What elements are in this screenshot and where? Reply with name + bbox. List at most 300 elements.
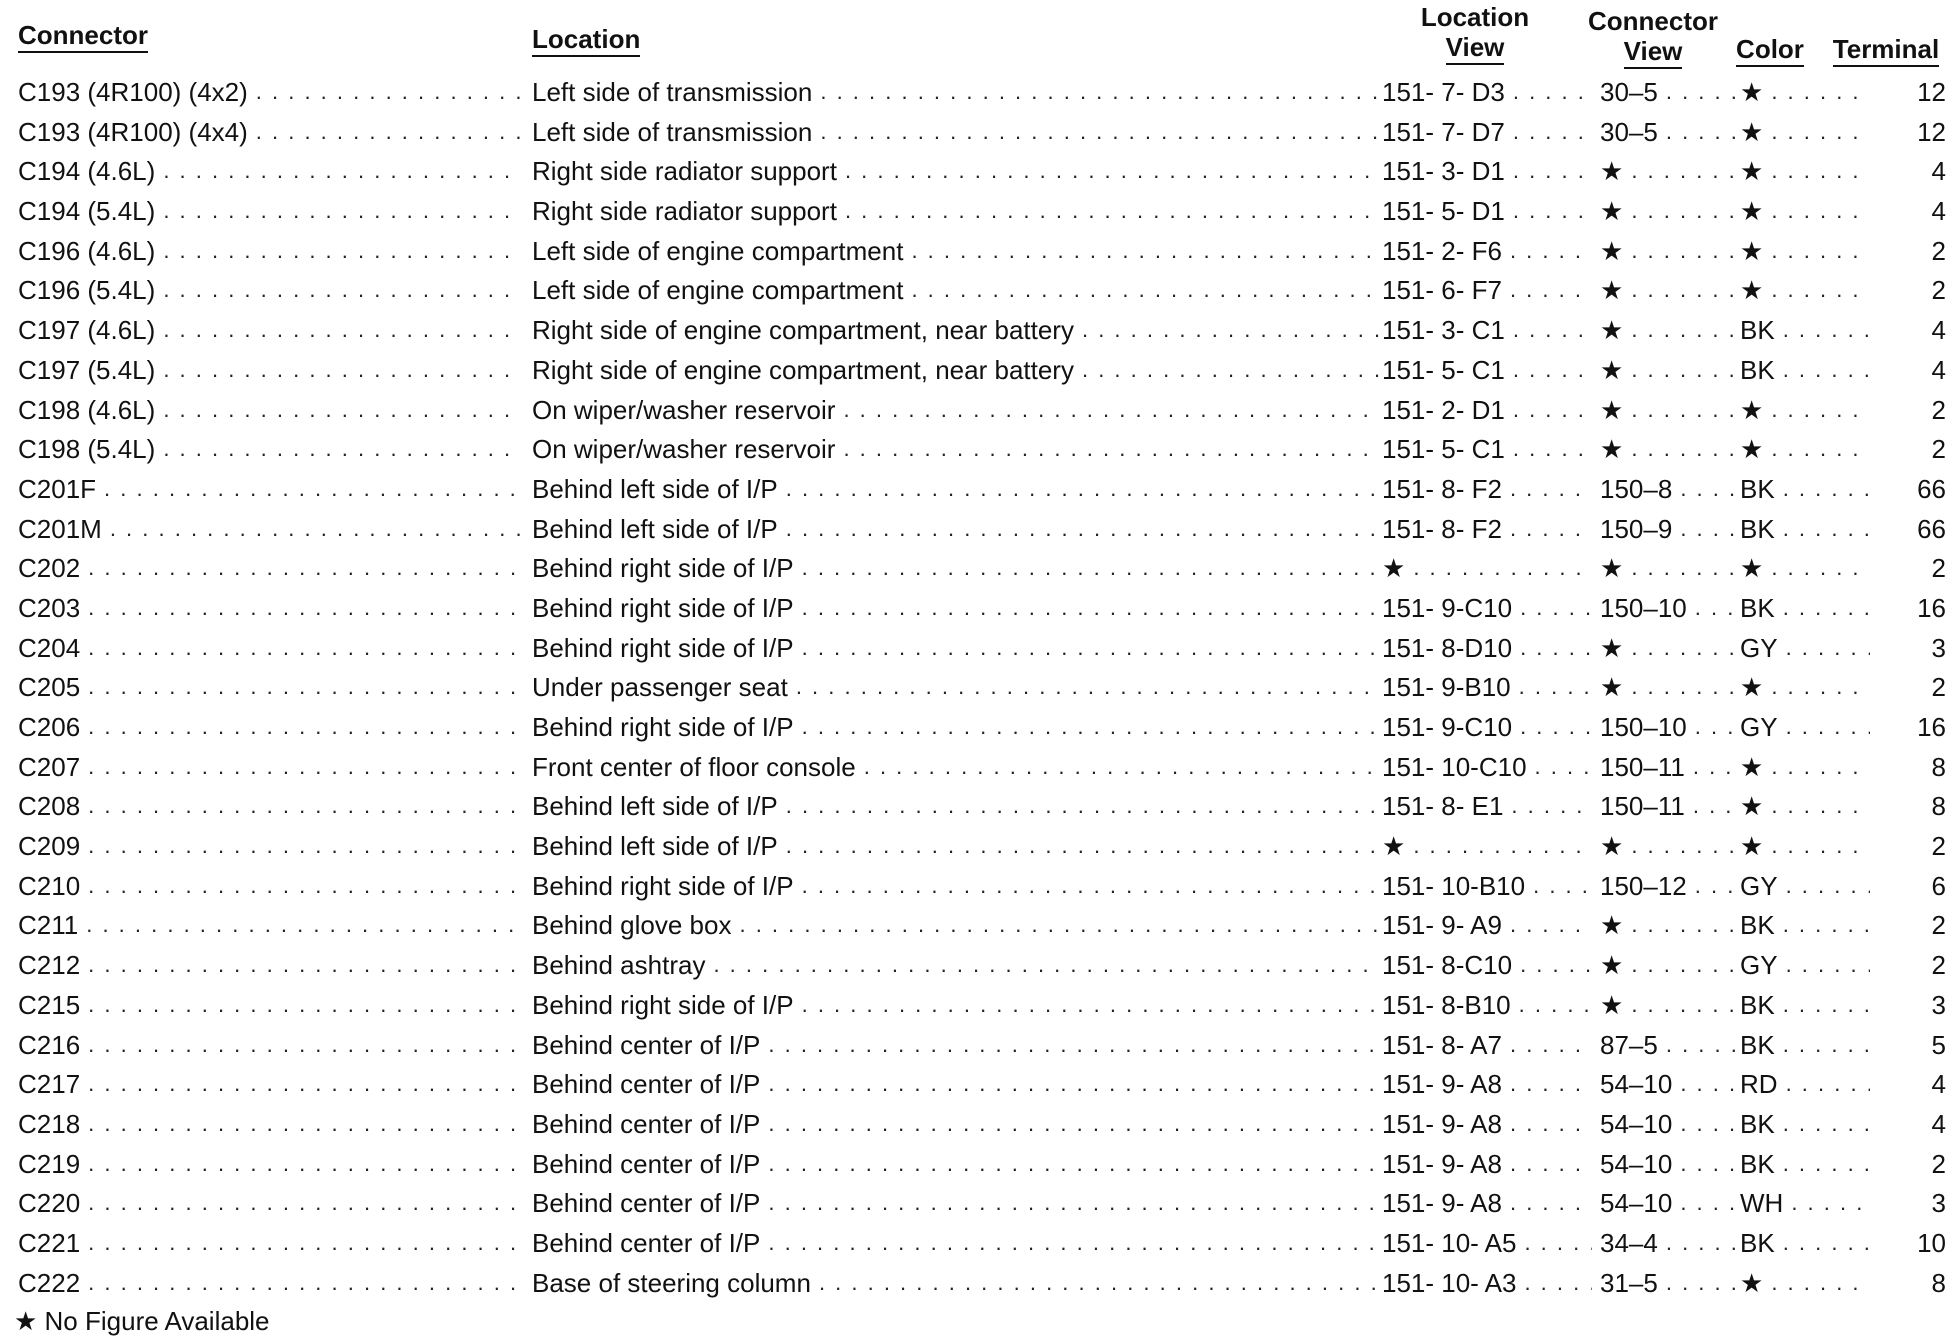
location-text: Left side of transmission <box>532 116 813 147</box>
location-view-cell <box>1382 156 1592 186</box>
location-text-cell <box>532 633 1380 663</box>
location-view: 151- 9- A9 <box>1382 910 1502 941</box>
wire-color-cell <box>1740 831 1870 861</box>
dot-leader <box>731 910 1380 940</box>
wire-color: BK <box>1740 1029 1775 1060</box>
dot-leader <box>1658 1030 1740 1060</box>
terminal-count: 4 <box>1931 156 1946 187</box>
table-row <box>0 395 1950 435</box>
connector-id: C196 (4.6L) <box>18 235 156 266</box>
table-row <box>0 553 1950 593</box>
dot-leader <box>1516 1228 1592 1258</box>
location-text-cell <box>532 196 1380 226</box>
terminal-count: 2 <box>1931 831 1946 862</box>
dot-leader <box>155 196 520 226</box>
connector-id-cell <box>18 950 520 980</box>
wire-color: ★ <box>1740 1267 1764 1298</box>
location-view: 151- 10-C10 <box>1382 751 1527 782</box>
connector-view: ★ <box>1600 196 1624 227</box>
location-view-cell <box>1382 315 1592 345</box>
connector-id: C211 <box>18 910 79 941</box>
dot-leader <box>248 117 520 147</box>
location-text-cell <box>532 950 1380 980</box>
wire-color: BK <box>1740 513 1775 544</box>
location-view: ★ <box>1382 553 1406 584</box>
location-text: Left side of engine compartment <box>532 275 904 306</box>
dot-leader <box>1763 672 1870 702</box>
terminal-count: 8 <box>1931 1267 1946 1298</box>
dot-leader <box>1623 275 1740 305</box>
location-view-cell <box>1382 791 1592 821</box>
dot-leader <box>1505 196 1592 226</box>
wire-color: BK <box>1740 1148 1775 1179</box>
dot-leader <box>1763 77 1870 107</box>
terminal-count: 2 <box>1931 235 1946 266</box>
wire-color: BK <box>1740 592 1775 623</box>
location-text: Behind right side of I/P <box>532 553 794 584</box>
wire-color-cell <box>1740 196 1870 226</box>
wire-color-cell <box>1740 1188 1870 1218</box>
dot-leader <box>1775 1030 1870 1060</box>
table-row <box>0 474 1950 514</box>
dot-leader <box>80 1109 520 1139</box>
table-row <box>0 434 1950 474</box>
connector-id: C194 (5.4L) <box>18 196 156 227</box>
connector-view: 150–10 <box>1600 712 1687 742</box>
dot-leader <box>155 315 520 345</box>
connector-view-cell <box>1600 1069 1740 1099</box>
connector-view-cell <box>1600 1228 1740 1258</box>
connector-view: 54–10 <box>1600 1108 1673 1139</box>
location-view: 151- 10-B10 <box>1382 870 1526 901</box>
dot-leader <box>1623 236 1740 266</box>
dot-leader <box>1623 355 1740 385</box>
wire-color-cell <box>1740 514 1870 544</box>
location-text: Behind right side of I/P <box>532 870 794 901</box>
connector-id-cell <box>18 196 520 226</box>
dot-leader <box>1505 355 1592 385</box>
dot-leader <box>1775 514 1870 544</box>
dot-leader <box>1502 236 1592 266</box>
connector-view: ★ <box>1600 354 1624 385</box>
location-text: Behind left side of I/P <box>532 791 778 822</box>
terminal-count: 6 <box>1931 870 1946 901</box>
location-text-cell <box>532 1228 1380 1258</box>
dot-leader <box>1672 1069 1740 1099</box>
dot-leader <box>1505 434 1592 464</box>
table-row <box>0 752 1950 792</box>
wire-color-cell <box>1740 910 1870 940</box>
connector-id: C216 <box>18 1029 81 1060</box>
connector-id: C218 <box>18 1108 81 1139</box>
dot-leader <box>80 1149 520 1179</box>
location-view-cell <box>1382 950 1592 980</box>
location-text: Behind center of I/P <box>532 1188 761 1219</box>
header-connector-view <box>1578 6 1728 69</box>
wire-color: BK <box>1740 354 1775 385</box>
dot-leader <box>155 355 520 385</box>
header-color-label: Color <box>1736 34 1804 67</box>
connector-view-cell <box>1600 752 1740 782</box>
terminal-count-cell <box>1866 514 1946 544</box>
location-view: 151- 5- C1 <box>1382 354 1505 385</box>
terminal-count-cell <box>1866 474 1946 504</box>
location-view: 151- 9- A8 <box>1382 1108 1502 1139</box>
terminal-count-cell <box>1866 1030 1946 1060</box>
connector-view: 54–10 <box>1600 1188 1673 1219</box>
wire-color-cell <box>1740 712 1870 742</box>
terminal-count-cell <box>1866 950 1946 980</box>
wire-color-cell <box>1740 117 1870 147</box>
connector-view: ★ <box>1600 632 1624 663</box>
connector-id-cell <box>18 1228 520 1258</box>
terminal-count-cell <box>1866 275 1946 305</box>
terminal-count-cell <box>1866 871 1946 901</box>
dot-leader <box>1672 474 1740 504</box>
dot-leader <box>778 474 1380 504</box>
location-text: Right side radiator support <box>532 196 837 227</box>
wire-color: BK <box>1740 1227 1775 1258</box>
dot-leader <box>1503 791 1592 821</box>
table-row <box>0 1188 1950 1228</box>
wire-color-cell <box>1740 1030 1870 1060</box>
connector-id-cell <box>18 712 520 742</box>
location-view: 151- 9-C10 <box>1382 592 1513 623</box>
wire-color: ★ <box>1740 394 1764 425</box>
location-text: Right side of engine compartment, near battery <box>532 354 1074 385</box>
dot-leader <box>1763 752 1870 782</box>
terminal-count-cell <box>1866 831 1946 861</box>
location-text: Behind center of I/P <box>532 1148 761 1179</box>
wire-color-cell <box>1740 1268 1870 1298</box>
terminal-count-cell <box>1866 553 1946 583</box>
dot-leader <box>155 236 520 266</box>
dot-leader <box>1775 1228 1870 1258</box>
dot-leader <box>760 1228 1380 1258</box>
connector-view: 30–5 <box>1600 116 1658 147</box>
dot-leader <box>1775 355 1870 385</box>
table-row <box>0 355 1950 395</box>
connector-id: C222 <box>18 1267 81 1298</box>
dot-leader <box>705 950 1380 980</box>
terminal-count-cell <box>1866 156 1946 186</box>
location-view-cell <box>1382 117 1592 147</box>
location-view-cell <box>1382 752 1592 782</box>
connector-view: ★ <box>1600 156 1624 187</box>
connector-id-cell <box>18 395 520 425</box>
terminal-count: 3 <box>1931 989 1946 1020</box>
connector-id: C210 <box>18 870 81 901</box>
connector-view-cell <box>1600 1188 1740 1218</box>
connector-view-cell <box>1600 672 1740 702</box>
dot-leader <box>1775 315 1870 345</box>
dot-leader <box>1775 474 1870 504</box>
location-view: 151- 3- D1 <box>1382 156 1505 187</box>
dot-leader <box>1658 1228 1740 1258</box>
terminal-count: 5 <box>1931 1029 1946 1060</box>
location-view: 151- 9-C10 <box>1382 712 1513 742</box>
wire-color: GY <box>1740 632 1778 663</box>
connector-id: C193 (4R100) (4x2) <box>18 77 248 107</box>
table-row <box>0 236 1950 276</box>
connector-view-cell <box>1600 1268 1740 1298</box>
wire-color-cell <box>1740 77 1870 107</box>
wire-color: RD <box>1740 1069 1778 1100</box>
dot-leader <box>778 831 1380 861</box>
dot-leader <box>1511 990 1592 1020</box>
location-view: 151- 8- F2 <box>1382 473 1502 504</box>
header-connector-label: Connector <box>18 20 148 53</box>
connector-view-cell <box>1600 791 1740 821</box>
table-row <box>0 77 1950 117</box>
terminal-count-cell <box>1866 236 1946 266</box>
dot-leader <box>1502 1109 1592 1139</box>
connector-id: C215 <box>18 989 81 1020</box>
connector-view-cell <box>1600 593 1740 623</box>
location-view-cell <box>1382 196 1592 226</box>
connector-view-cell <box>1600 1149 1740 1179</box>
wire-color-cell <box>1740 1149 1870 1179</box>
dot-leader <box>1778 871 1870 901</box>
connector-id-cell <box>18 871 520 901</box>
connector-id: C219 <box>18 1148 81 1179</box>
dot-leader <box>1623 434 1740 464</box>
wire-color: ★ <box>1740 156 1764 187</box>
terminal-count: 4 <box>1931 315 1946 346</box>
location-text-cell <box>532 712 1380 742</box>
table-row <box>0 1109 1950 1149</box>
wire-color-cell <box>1740 1109 1870 1139</box>
connector-id-cell <box>18 831 520 861</box>
location-text-cell <box>532 871 1380 901</box>
location-view-cell <box>1382 1149 1592 1179</box>
location-view: 151- 8- E1 <box>1382 791 1504 822</box>
dot-leader <box>760 1188 1380 1218</box>
location-view-cell <box>1382 1030 1592 1060</box>
table-row <box>0 910 1950 950</box>
dot-leader <box>1505 156 1592 186</box>
dot-leader <box>1775 1109 1870 1139</box>
wire-color-cell <box>1740 950 1870 980</box>
dot-leader <box>80 1228 520 1258</box>
wire-color: ★ <box>1740 196 1764 227</box>
connector-id-cell <box>18 275 520 305</box>
terminal-count-cell <box>1866 672 1946 702</box>
terminal-count: 2 <box>1931 394 1946 425</box>
dot-leader <box>80 593 520 623</box>
dot-leader <box>1516 1268 1592 1298</box>
header-location-label: Location <box>532 24 640 57</box>
dot-leader <box>1512 712 1592 742</box>
terminal-count-cell <box>1866 355 1946 385</box>
dot-leader <box>1525 871 1592 901</box>
wire-color-cell <box>1740 395 1870 425</box>
dot-leader <box>1623 633 1740 663</box>
wire-color-cell <box>1740 1069 1870 1099</box>
dot-leader <box>1672 1188 1740 1218</box>
terminal-count: 8 <box>1931 751 1946 782</box>
location-text-cell <box>532 1030 1380 1060</box>
dot-leader <box>80 633 520 663</box>
dot-leader <box>155 395 520 425</box>
location-text-cell <box>532 593 1380 623</box>
dot-leader <box>778 791 1380 821</box>
location-text: On wiper/washer reservoir <box>532 394 836 425</box>
table-row <box>0 1030 1950 1070</box>
location-text-cell <box>532 752 1380 782</box>
dot-leader <box>102 514 520 544</box>
location-text-cell <box>532 514 1380 544</box>
dot-leader <box>1502 275 1592 305</box>
wire-color: BK <box>1740 989 1775 1020</box>
wire-color: GY <box>1740 712 1778 742</box>
dot-leader <box>80 1188 520 1218</box>
table-row <box>0 593 1950 633</box>
connector-id-cell <box>18 791 520 821</box>
dot-leader <box>903 236 1380 266</box>
connector-id: C197 (4.6L) <box>18 315 156 346</box>
location-text: Right side radiator support <box>532 156 837 187</box>
connector-id: C194 (4.6L) <box>18 156 156 187</box>
location-view-cell <box>1382 672 1592 702</box>
dot-leader <box>812 117 1380 147</box>
table-row <box>0 950 1950 990</box>
location-text-cell <box>532 355 1380 385</box>
wire-color-cell <box>1740 355 1870 385</box>
connector-id-cell <box>18 434 520 464</box>
dot-leader <box>80 990 520 1020</box>
header-location <box>532 24 640 57</box>
location-view: 151- 2- D1 <box>1382 394 1505 425</box>
connector-id-cell <box>18 1109 520 1139</box>
dot-leader <box>1763 117 1870 147</box>
connector-view-cell <box>1600 395 1740 425</box>
dot-leader <box>1778 950 1870 980</box>
table-row <box>0 1149 1950 1189</box>
location-view: 151- 8- F2 <box>1382 513 1502 544</box>
location-text-cell <box>532 791 1380 821</box>
connector-id-cell <box>18 633 520 663</box>
wire-color-cell <box>1740 791 1870 821</box>
table-row <box>0 156 1950 196</box>
connector-view-cell <box>1600 633 1740 663</box>
connector-id-cell <box>18 1268 520 1298</box>
dot-leader <box>1763 1268 1870 1298</box>
connector-id-cell <box>18 474 520 504</box>
location-view: ★ <box>1382 831 1406 862</box>
connector-view: 54–10 <box>1600 1148 1673 1179</box>
table-row <box>0 712 1950 752</box>
connector-id: C197 (5.4L) <box>18 354 156 385</box>
connector-id: C201F <box>18 473 97 504</box>
location-view-cell <box>1382 633 1592 663</box>
dot-leader <box>1778 712 1870 742</box>
terminal-count-cell <box>1866 1228 1946 1258</box>
terminal-count: 66 <box>1917 473 1946 504</box>
location-text: Behind left side of I/P <box>532 473 778 504</box>
connector-id: C220 <box>18 1188 81 1219</box>
wire-color: ★ <box>1740 235 1764 266</box>
dot-leader <box>80 752 520 782</box>
dot-leader <box>837 156 1380 186</box>
wire-color-cell <box>1740 990 1870 1020</box>
location-text-cell <box>532 1268 1380 1298</box>
wire-color-cell <box>1740 553 1870 583</box>
connector-id-cell <box>18 156 520 186</box>
location-view: 151- 8-C10 <box>1382 950 1513 981</box>
header-location-view-line2: View <box>1446 32 1505 65</box>
location-view-cell <box>1382 77 1592 107</box>
wire-color: GY <box>1740 870 1778 901</box>
connector-view: ★ <box>1600 315 1624 346</box>
terminal-count: 16 <box>1917 712 1946 742</box>
terminal-count: 2 <box>1931 553 1946 584</box>
location-text-cell <box>532 910 1380 940</box>
connector-id: C221 <box>18 1227 81 1258</box>
footnote: ★ No Figure Available <box>14 1306 270 1336</box>
connector-view: 30–5 <box>1600 77 1658 107</box>
connector-view-cell <box>1600 910 1740 940</box>
connector-view: ★ <box>1600 275 1624 306</box>
location-text-cell <box>532 672 1380 702</box>
terminal-count: 12 <box>1917 116 1946 147</box>
connector-id-cell <box>18 593 520 623</box>
dot-leader <box>1502 514 1592 544</box>
dot-leader <box>1775 1149 1870 1179</box>
location-view-cell <box>1382 990 1592 1020</box>
header-location-view <box>1400 2 1550 65</box>
terminal-count-cell <box>1866 752 1946 782</box>
location-view: 151- 8- A7 <box>1382 1029 1502 1060</box>
terminal-count-cell <box>1866 434 1946 464</box>
dot-leader <box>248 77 520 107</box>
connector-view: ★ <box>1600 434 1624 465</box>
terminal-count: 12 <box>1917 77 1946 107</box>
dot-leader <box>1763 791 1870 821</box>
table-row <box>0 831 1950 871</box>
wire-color-cell <box>1740 1228 1870 1258</box>
connector-view: ★ <box>1600 235 1624 266</box>
location-text-cell <box>532 156 1380 186</box>
wire-color-cell <box>1740 275 1870 305</box>
dot-leader <box>1623 990 1740 1020</box>
location-text-cell <box>532 117 1380 147</box>
table-row <box>0 315 1950 355</box>
terminal-count-cell <box>1866 910 1946 940</box>
connector-view: 150–11 <box>1600 791 1685 822</box>
location-text: Behind right side of I/P <box>532 712 794 742</box>
connector-id-cell <box>18 315 520 345</box>
connector-id: C193 (4R100) (4x4) <box>18 116 248 147</box>
wire-color: ★ <box>1740 275 1764 306</box>
dot-leader <box>1687 712 1740 742</box>
dot-leader <box>1763 156 1870 186</box>
connector-id: C208 <box>18 791 81 822</box>
location-view-cell <box>1382 593 1592 623</box>
location-text-cell <box>532 831 1380 861</box>
location-text-cell <box>532 1188 1380 1218</box>
connector-view-cell <box>1600 77 1740 107</box>
location-view-cell <box>1382 1069 1592 1099</box>
dot-leader <box>80 791 520 821</box>
connector-id: C201M <box>18 513 102 544</box>
terminal-count-cell <box>1866 712 1946 742</box>
table-row <box>0 871 1950 911</box>
location-view-cell <box>1382 712 1592 742</box>
connector-id: C207 <box>18 751 81 782</box>
location-text: Left side of transmission <box>532 77 813 107</box>
dot-leader <box>1685 752 1740 782</box>
